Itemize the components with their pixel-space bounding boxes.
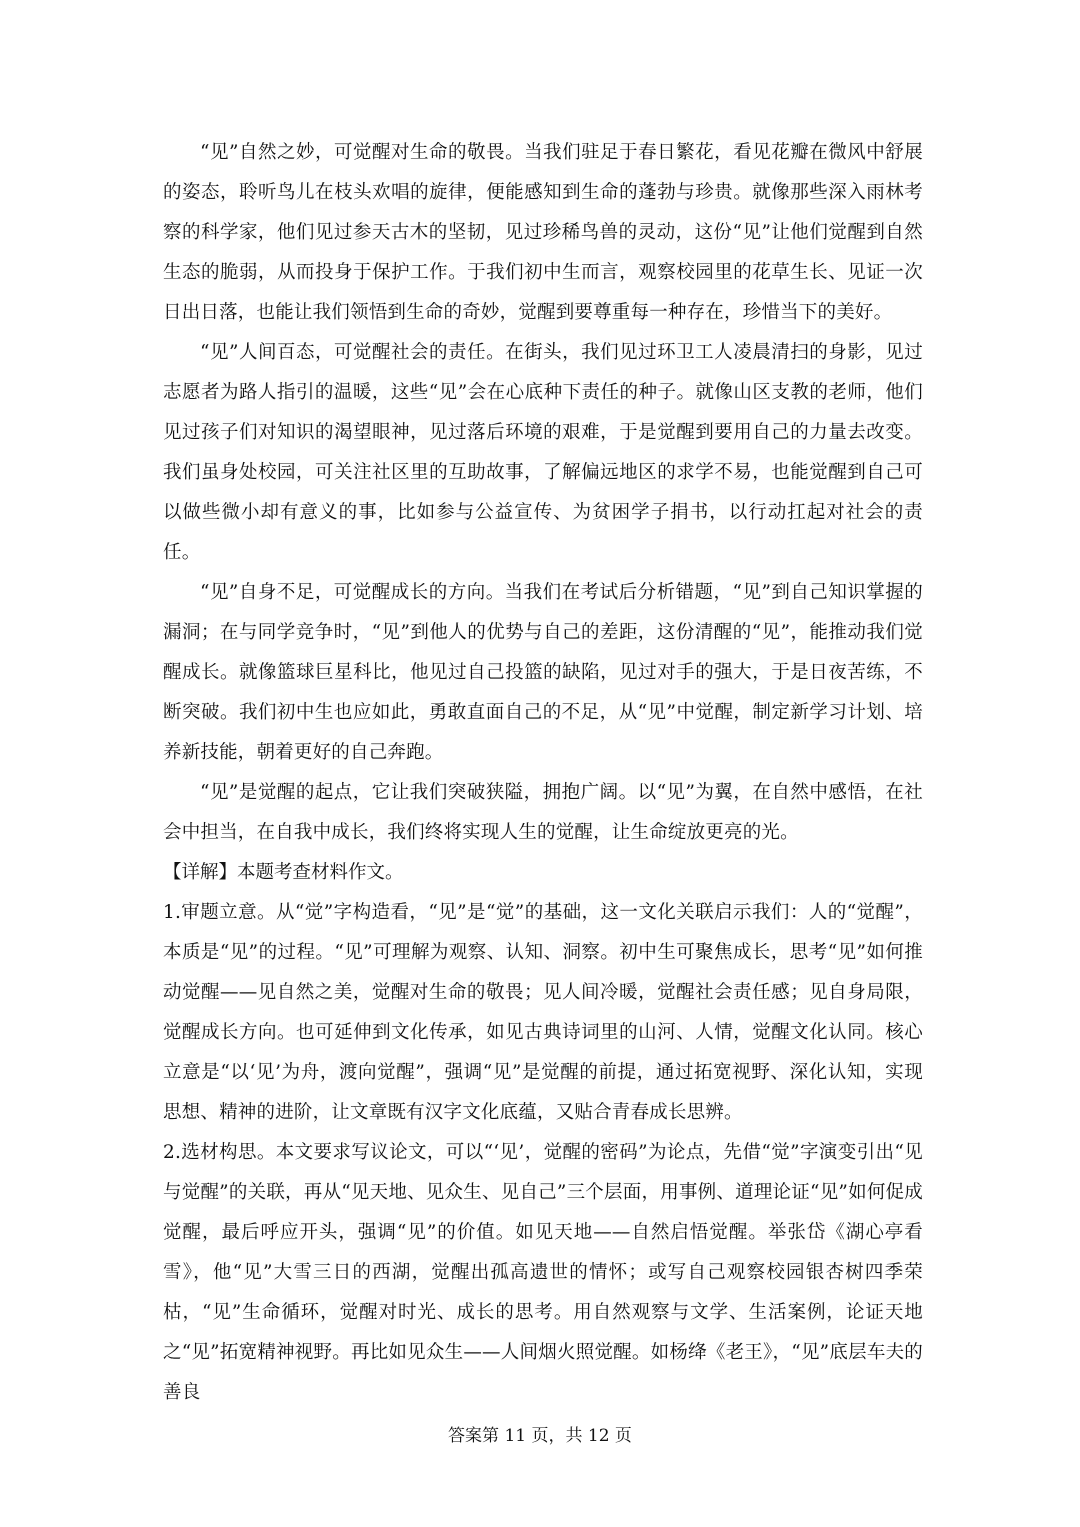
detail-point-2: 2.选材构思。本文要求写议论文，可以“‘见’，觉醒的密码”为论点，先借“觉”字演变引出“见与觉醒”的关联，再从“见天地、见众生、见自己”三个层面，用事例、道理论证“见”如何促成觉醒，最后呼应开头，强调“见”的价值。如见天地——自然启悟觉醒。举张岱《湖心亭看雪》，他“见”大雪三日的西湖，觉醒出孤高遗世的情怀；或写自己观察校园银杏树四季荣枯，“见”生命循环，觉醒对时光、成长的思考。用自然观察与文学、生活案例，论证天地之“见”拓宽精神视野。再比如见众生——人间烟火照觉醒。如杨绛《老王》，“见”底层车夫的善良 bbox=[163, 1142, 923, 1403]
essay-paragraph-4: “见”是觉醒的起点，它让我们突破狭隘，拥抱广阔。以“见”为翼，在自然中感悟，在社会中担当，在自我中成长，我们终将实现人生的觉醒，让生命绽放更亮的光。 bbox=[163, 782, 923, 843]
essay-paragraph-1: “见”自然之妙，可觉醒对生命的敬畏。当我们驻足于春日繁花，看见花瓣在微风中舒展的姿态，聆听鸟儿在枝头欢唱的旋律，便能感知到生命的蓬勃与珍贵。就像那些深入雨林考察的科学家，他们见过参天古木的坚韧，见过珍稀鸟兽的灵动，这份“见”让他们觉醒到自然生态的脆弱，从而投身于保护工作。于我们初中生而言，观察校园里的花草生长、见证一次日出日落，也能让我们领悟到生命的奇妙，觉醒到要尊重每一种存在，珍惜当下的美好。 bbox=[163, 142, 923, 323]
answer-content bbox=[163, 133, 923, 1413]
essay-paragraph-3: “见”自身不足，可觉醒成长的方向。当我们在考试后分析错题，“见”到自己知识掌握的漏洞；在与同学竞争时，“见”到他人的优势与自己的差距，这份清醒的“见”，能推动我们觉醒成长。就像篮球巨星科比，他见过自己投篮的缺陷，见过对手的强大，于是日夜苦练，不断突破。我们初中生也应如此，勇敢直面自己的不足，从“见”中觉醒，制定新学习计划、培养新技能，朝着更好的自己奔跑。 bbox=[163, 582, 923, 763]
essay-paragraph-2: “见”人间百态，可觉醒社会的责任。在街头，我们见过环卫工人凌晨清扫的身影，见过志愿者为路人指引的温暖，这些“见”会在心底种下责任的种子。就像山区支教的老师，他们见过孩子们对知识的渴望眼神，见过落后环境的艰难，于是觉醒到要用自己的力量去改变。我们虽身处校园，可关注社区里的互助故事，了解偏远地区的求学不易，也能觉醒到自己可以做些微小却有意义的事，比如参与公益宣传、为贫困学子捐书，以行动扛起对社会的责任。 bbox=[163, 342, 923, 563]
page-footer: 答案第 11 页，共 12 页 bbox=[448, 1426, 632, 1446]
detail-point-1: 1.审题立意。从“觉”字构造看，“见”是“觉”的基础，这一文化关联启示我们：人的“觉醒”，本质是“见”的过程。“见”可理解为观察、认知、洞察。初中生可聚焦成长，思考“见”如何推动觉醒——见自然之美，觉醒对生命的敬畏；见人间冷暖，觉醒社会责任感；见自身局限，觉醒成长方向。也可延伸到文化传承，如见古典诗词里的山河、人情，觉醒文化认同。核心立意是“以‘见’为舟，渡向觉醒”，强调“见”是觉醒的前提，通过拓宽视野、深化认知，实现思想、精神的进阶，让文章既有汉字文化底蕴，又贴合青春成长思辨。 bbox=[163, 902, 923, 1123]
detail-heading: 【详解】本题考查材料作文。 bbox=[163, 862, 404, 883]
